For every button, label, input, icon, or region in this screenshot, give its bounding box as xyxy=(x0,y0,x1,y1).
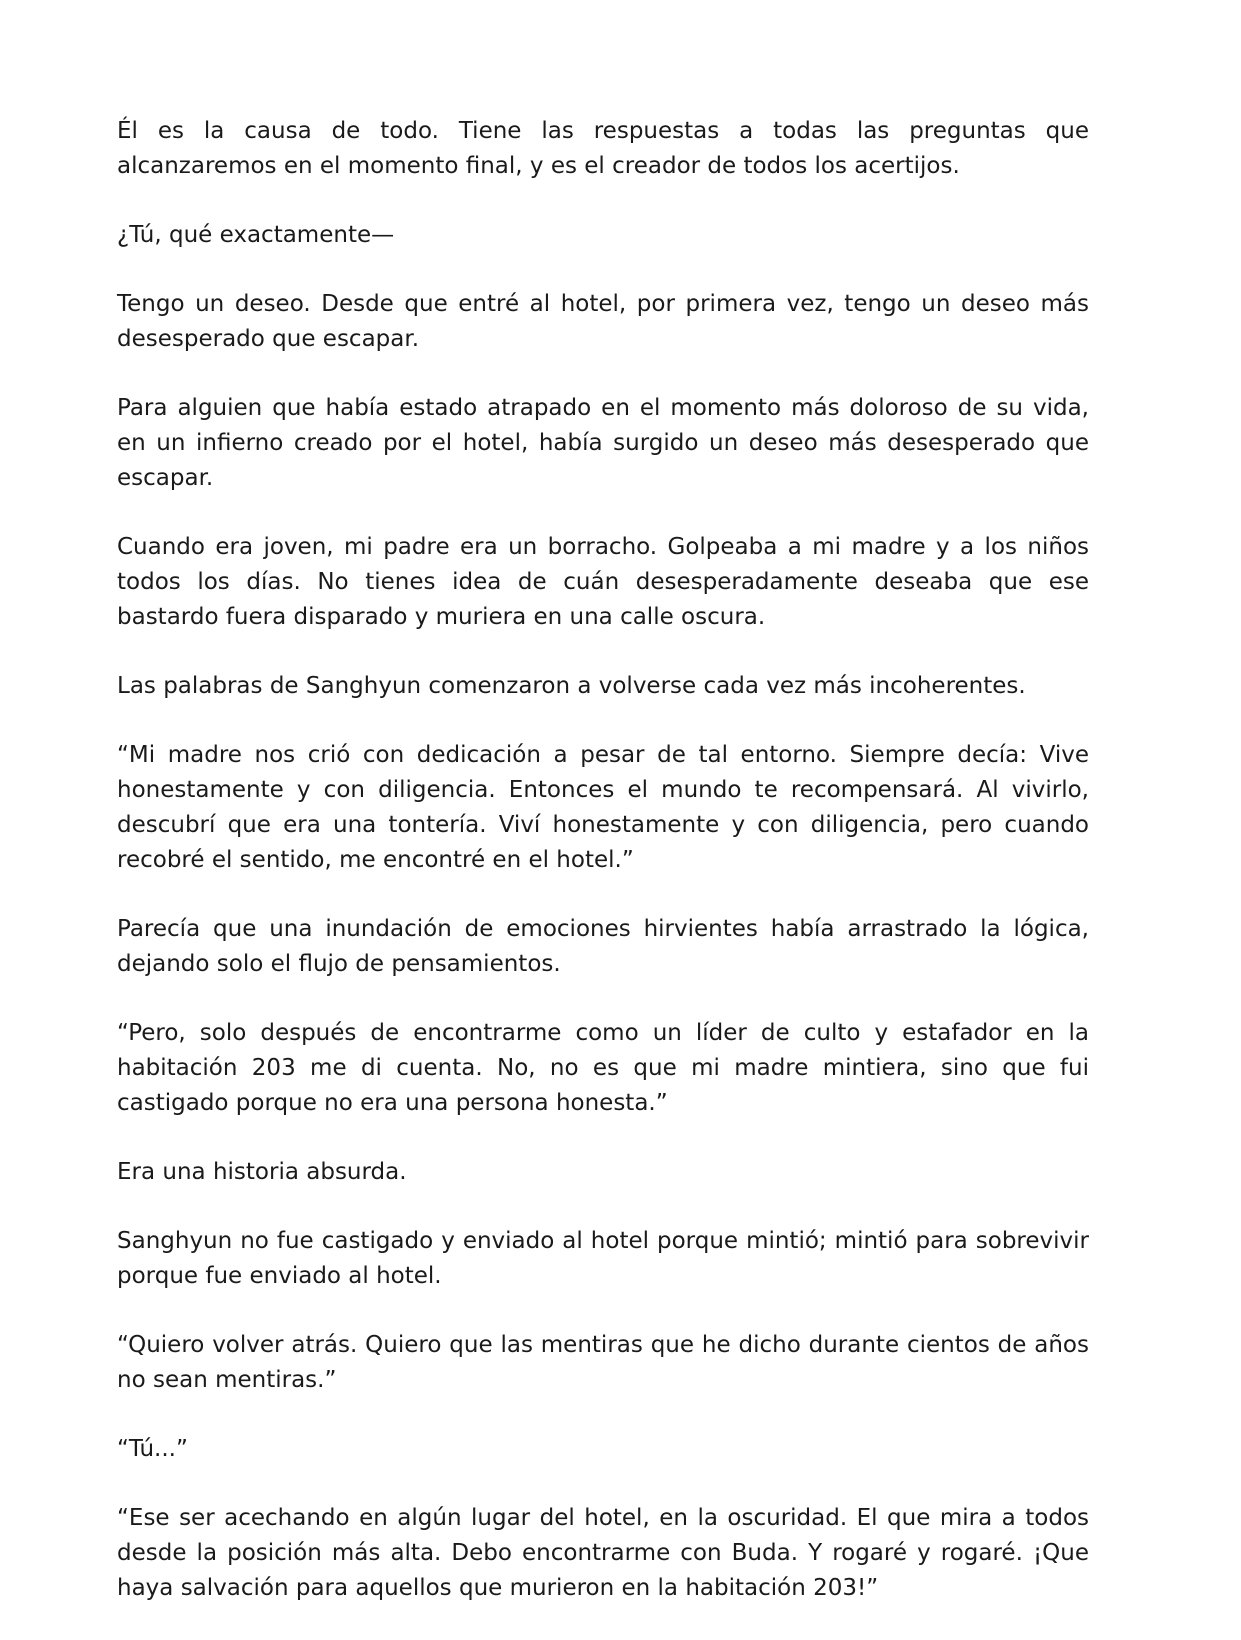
paragraph-11: Sanghyun no fue castigado y enviado al hotel porque mintió; mintió para sobrevivir porque fue enviado al hotel. xyxy=(117,1228,1089,1289)
paragraph-13: “Tú...” xyxy=(117,1436,188,1462)
paragraph-3: Tengo un deseo. Desde que entré al hotel, por primera vez, tengo un deseo más desesperado que escapar. xyxy=(117,291,1089,352)
paragraph-12: “Quiero volver atrás. Quiero que las mentiras que he dicho durante cientos de años no sean mentiras.” xyxy=(117,1332,1089,1393)
paragraph-8: Parecía que una inundación de emociones hirvientes había arrastrado la lógica, dejando solo el flujo de pensamientos. xyxy=(117,916,1089,977)
paragraph-7: “Mi madre nos crió con dedicación a pesar de tal entorno. Siempre decía: Vive honestamente y con diligencia. Entonces el mundo te recompensará. Al vivirlo, descubrí que era una tontería. Viví honestamente y con diligencia, pero cuando recobré el sentido, me encontré en el hotel.” xyxy=(117,742,1089,873)
paragraph-4: Para alguien que había estado atrapado en el momento más doloroso de su vida, en un infierno creado por el hotel, había surgido un deseo más desesperado que escapar. xyxy=(117,395,1089,491)
paragraph-5: Cuando era joven, mi padre era un borracho. Golpeaba a mi madre y a los niños todos los días. No tienes idea de cuán desesperadamente deseaba que ese bastardo fuera disparado y muriera en una calle oscura. xyxy=(117,534,1089,630)
paragraph-2: ¿Tú, qué exactamente— xyxy=(117,222,395,248)
paragraph-9: “Pero, solo después de encontrarme como un líder de culto y estafador en la habitación 203 me di cuenta. No, no es que mi madre mintiera, sino que fui castigado porque no era una persona honesta.” xyxy=(117,1020,1089,1116)
paragraph-6: Las palabras de Sanghyun comenzaron a volverse cada vez más incoherentes. xyxy=(117,673,1026,699)
paragraph-1: Él es la causa de todo. Tiene las respuestas a todas las preguntas que alcanzaremos en el momento final, y es el creador de todos los acertijos. xyxy=(117,118,1089,179)
body-text xyxy=(117,114,1089,1640)
paragraph-10: Era una historia absurda. xyxy=(117,1159,407,1185)
paragraph-14: “Ese ser acechando en algún lugar del hotel, en la oscuridad. El que mira a todos desde la posición más alta. Debo encontrarme con Buda. Y rogaré y rogaré. ¡Que haya salvación para aquellos que murieron en la habitación 203!” xyxy=(117,1505,1089,1601)
